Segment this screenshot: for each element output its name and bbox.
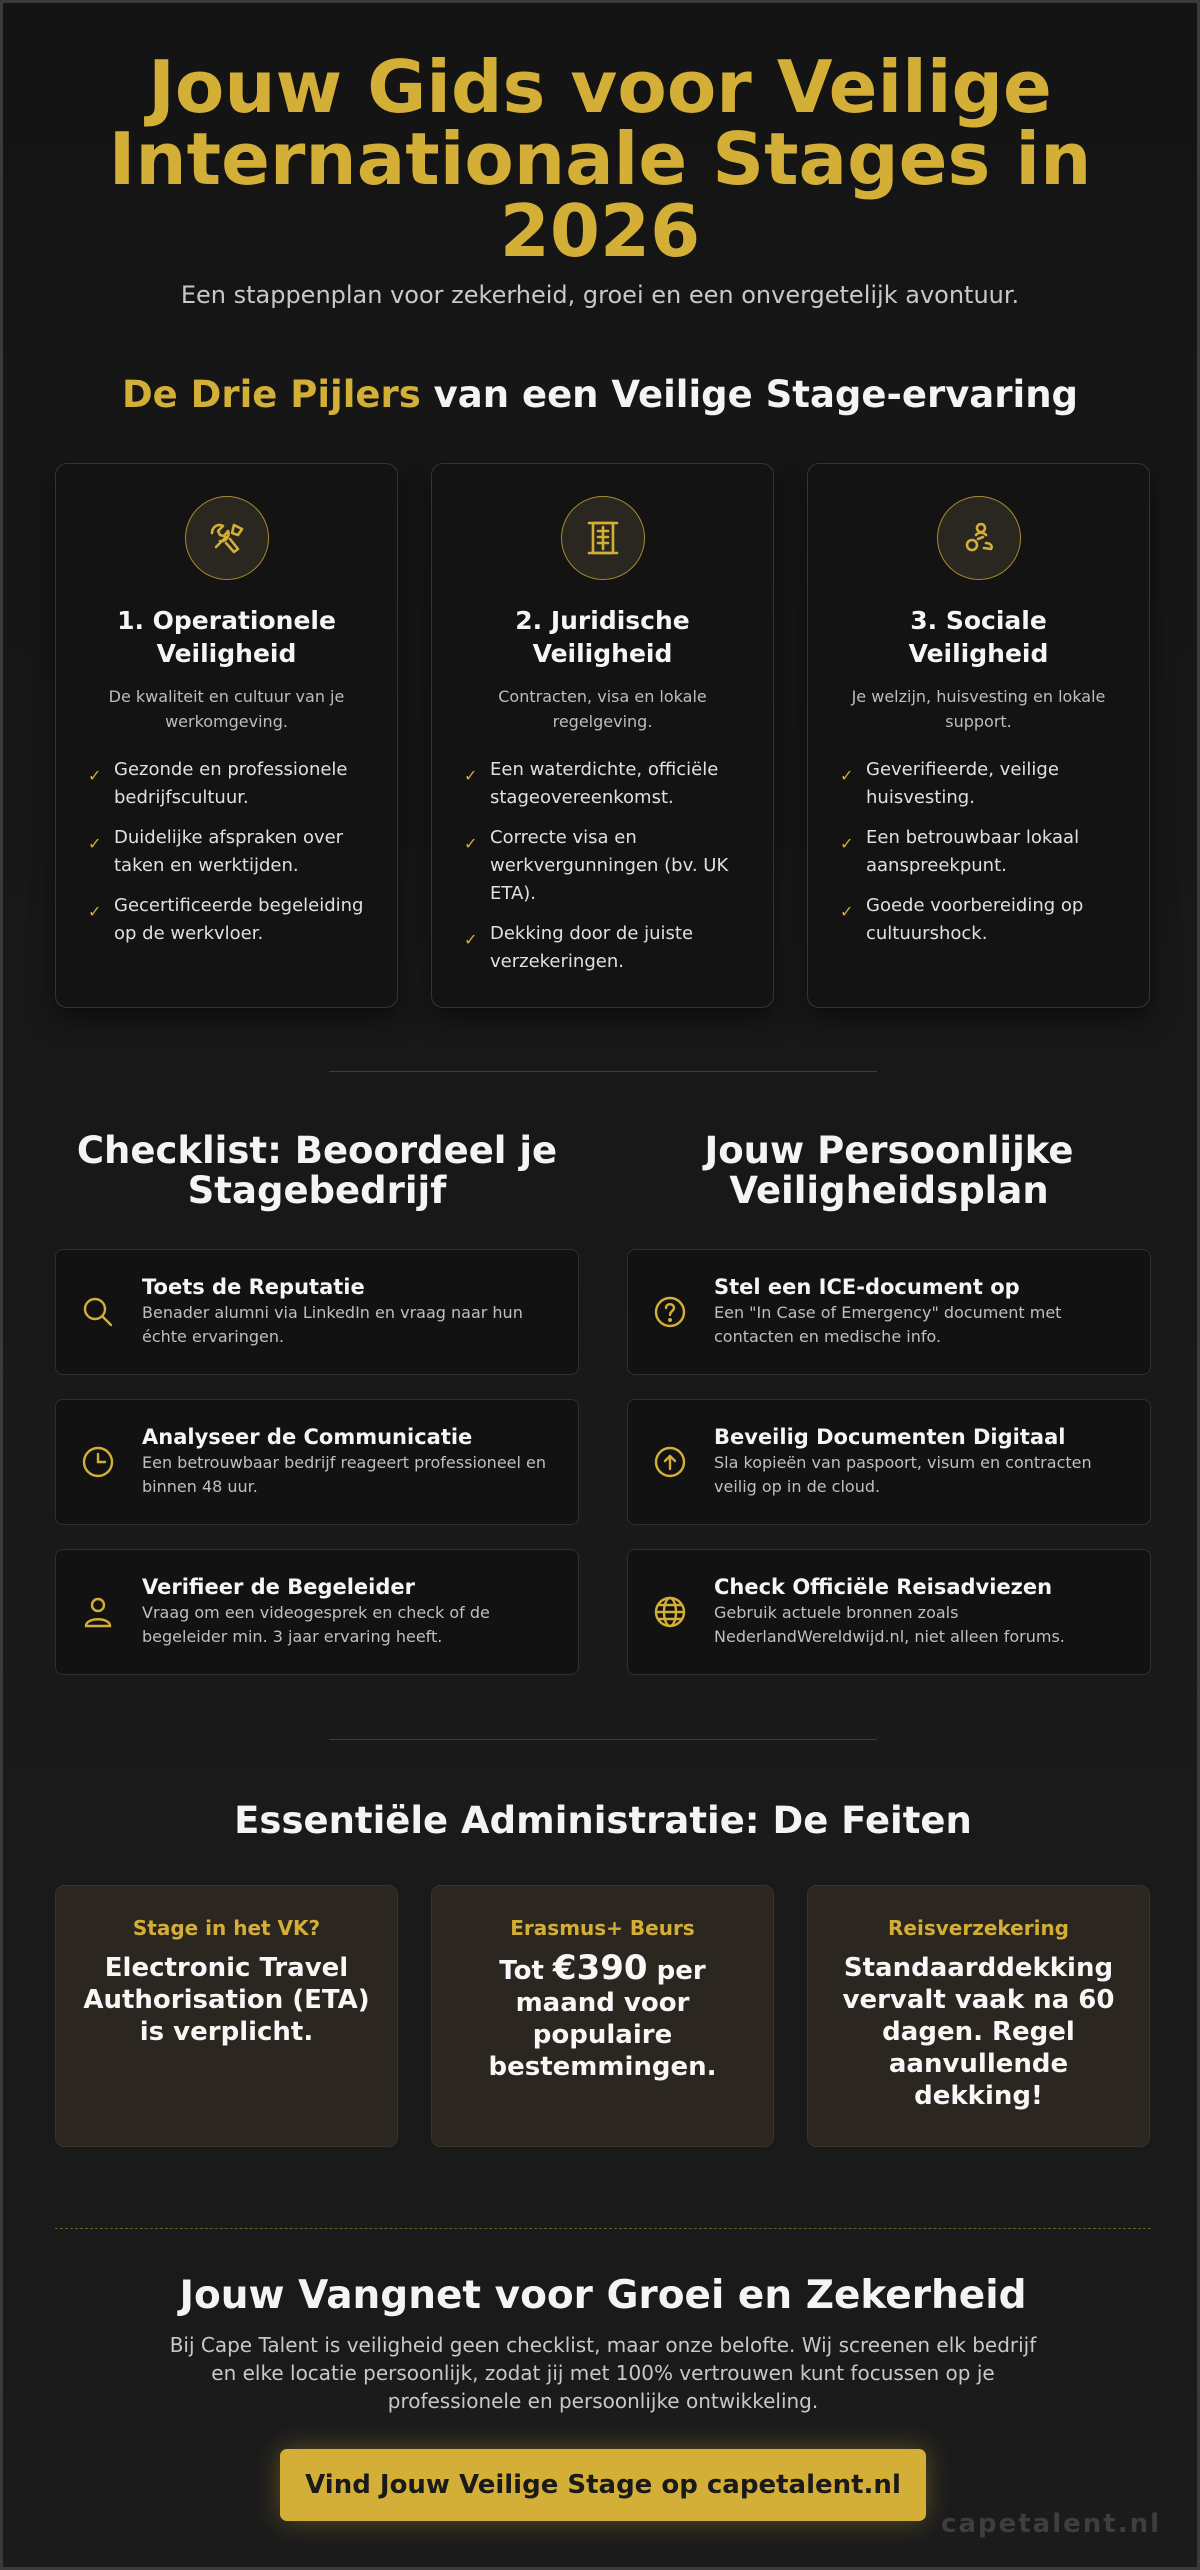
pillar-title: 2. Juridische Veiligheid xyxy=(515,606,690,668)
footer-title: Jouw Vangnet voor Groei en Zekerheid xyxy=(179,2273,1027,2318)
pillar-card-operational xyxy=(55,463,398,1008)
list-item-text: Correcte visa en werkvergunningen (bv. UK ETA). xyxy=(490,827,729,904)
list-item xyxy=(838,892,1119,948)
pillars-title-rest: van een Veilige Stage-ervaring xyxy=(420,373,1079,416)
card-body xyxy=(142,1275,578,1349)
list-item xyxy=(462,920,743,976)
list-item-text: Geverifieerde, veilige huisvesting. xyxy=(866,759,1059,808)
fact-label: Reisverzekering xyxy=(888,1916,1069,1940)
card-text: Sla kopieën van paspoort, visum en contracten veilig op in de cloud. xyxy=(714,1453,1092,1496)
list-item xyxy=(86,756,367,812)
search-icon xyxy=(80,1294,116,1330)
globe-icon xyxy=(652,1594,688,1630)
fact-label: Stage in het VK? xyxy=(132,1916,321,1940)
checklist-card-reputation xyxy=(55,1249,579,1375)
card-text: Een "In Case of Emergency" document met contacten en medische info. xyxy=(714,1303,1062,1346)
document-icon xyxy=(561,496,645,580)
safety-card-travel-advice xyxy=(627,1549,1151,1675)
check-icon: ✓ xyxy=(88,766,102,785)
fact-amount: €390 xyxy=(552,1948,648,1988)
fact-text-pre: Tot xyxy=(499,1956,553,1986)
checklist-card-supervisor xyxy=(55,1549,579,1675)
card-text: Benader alumni via LinkedIn en vraag naar hun échte ervaringen. xyxy=(142,1303,523,1346)
safety-plan-title: Jouw Persoonlijke Veiligheidsplan xyxy=(704,1129,1074,1212)
card-body xyxy=(714,1575,1150,1649)
list-item xyxy=(462,824,743,908)
pillar-description: Contracten, visa en lokale regelgeving. xyxy=(498,687,707,731)
card-text: Vraag om een videogesprek en check of de begeleider min. 3 jaar ervaring heeft. xyxy=(142,1603,490,1646)
page-subtitle: Een stappenplan voor zekerheid, groei en een onvergetelijk avontuur. xyxy=(180,281,1020,309)
pillar-card-social xyxy=(807,463,1150,1008)
pillar-description: Je welzijn, huisvesting en lokale support. xyxy=(851,687,1106,731)
fact-text: Standaarddekking vervalt vaak na 60 dagen. Regel aanvullende dekking! xyxy=(842,1953,1115,2111)
fact-label: Erasmus+ Beurs xyxy=(510,1916,695,1940)
card-title: Analyseer de Communicatie xyxy=(142,1425,473,1449)
check-icon: ✓ xyxy=(840,902,854,921)
pillar-list xyxy=(462,756,743,976)
list-item-text: Een waterdichte, officiële stageovereenkomst. xyxy=(490,759,719,808)
list-item-text: Gezonde en professionele bedrijfscultuur. xyxy=(114,759,348,808)
user-icon xyxy=(80,1594,116,1630)
people-icon xyxy=(937,496,1021,580)
section-divider xyxy=(329,1071,877,1072)
page-title: Jouw Gids voor Veilige Internationale Stages in 2026 xyxy=(108,45,1092,273)
fact-text: Electronic Travel Authorisation (ETA) is verplicht. xyxy=(83,1953,370,2047)
fact-text xyxy=(454,1948,751,2083)
list-item-text: Goede voorbereiding op cultuurshock. xyxy=(866,895,1084,944)
check-icon: ✓ xyxy=(88,902,102,921)
fact-card-erasmus xyxy=(431,1885,774,2147)
cta-button[interactable]: Vind Jouw Veilige Stage op capetalent.nl xyxy=(280,2449,926,2521)
checklist-title: Checklist: Beoordeel je Stagebedrijf xyxy=(76,1129,558,1212)
check-icon: ✓ xyxy=(840,834,854,853)
check-icon: ✓ xyxy=(840,766,854,785)
card-title: Beveilig Documenten Digitaal xyxy=(714,1425,1066,1449)
pillar-list xyxy=(838,756,1119,948)
list-item xyxy=(838,824,1119,880)
card-body xyxy=(714,1275,1150,1349)
pillars-title-highlight: De Drie Pijlers xyxy=(121,373,421,416)
check-icon: ✓ xyxy=(464,766,478,785)
list-item-text: Dekking door de juiste verzekeringen. xyxy=(490,923,694,972)
pillar-list xyxy=(86,756,367,948)
fact-card-insurance xyxy=(807,1885,1150,2147)
check-icon: ✓ xyxy=(88,834,102,853)
pillars-title xyxy=(3,373,1197,416)
hero xyxy=(3,3,1197,416)
pillar-title: 3. Sociale Veiligheid xyxy=(908,606,1049,668)
list-item xyxy=(462,756,743,812)
footer-text: Bij Cape Talent is veiligheid geen checklist, maar onze belofte. Wij screenen elk bedrijf en elke locatie persoonlijk, zodat jij met 100% vertrouwen kunt focussen op je professionele en persoonlijke ontwikkeling. xyxy=(169,2333,1037,2413)
fact-text-post: per maand voor populaire bestemmingen. xyxy=(488,1956,717,2082)
clock-icon xyxy=(80,1444,116,1480)
facts-title: Essentiële Administratie: De Feiten xyxy=(234,1799,972,1842)
section-divider xyxy=(329,1739,877,1740)
safety-card-ice xyxy=(627,1249,1151,1375)
card-title: Check Officiële Reisadviezen xyxy=(714,1575,1053,1599)
checklist-card-communication xyxy=(55,1399,579,1525)
pillar-card-legal xyxy=(431,463,774,1008)
brand-watermark: capetalent.nl xyxy=(941,2509,1161,2539)
pillars-row xyxy=(55,463,1151,1008)
list-item-text: Een betrouwbaar lokaal aanspreekpunt. xyxy=(866,827,1080,876)
card-title: Verifieer de Begeleider xyxy=(142,1575,415,1599)
pillar-title: 1. Operationele Veiligheid xyxy=(117,606,336,668)
card-body xyxy=(714,1425,1150,1499)
dashed-divider xyxy=(55,2228,1151,2229)
card-text: Een betrouwbaar bedrijf reageert professioneel en binnen 48 uur. xyxy=(142,1453,547,1496)
card-title: Toets de Reputatie xyxy=(142,1275,365,1299)
pillar-description: De kwaliteit en cultuur van je werkomgeving. xyxy=(108,687,345,731)
upload-icon xyxy=(652,1444,688,1480)
card-body xyxy=(142,1425,578,1499)
check-icon: ✓ xyxy=(464,930,478,949)
list-item-text: Gecertificeerde begeleiding op de werkvloer. xyxy=(114,895,364,944)
check-icon: ✓ xyxy=(464,834,478,853)
list-item xyxy=(838,756,1119,812)
card-body xyxy=(142,1575,578,1649)
list-item-text: Duidelijke afspraken over taken en werktijden. xyxy=(114,827,344,876)
list-item xyxy=(86,892,367,948)
tools-icon xyxy=(185,496,269,580)
question-icon xyxy=(652,1294,688,1330)
fact-card-uk xyxy=(55,1885,398,2147)
card-text: Gebruik actuele bronnen zoals NederlandWereldwijd.nl, niet alleen forums. xyxy=(714,1603,1065,1646)
list-item xyxy=(86,824,367,880)
safety-card-documents xyxy=(627,1399,1151,1525)
card-title: Stel een ICE-document op xyxy=(714,1275,1020,1299)
